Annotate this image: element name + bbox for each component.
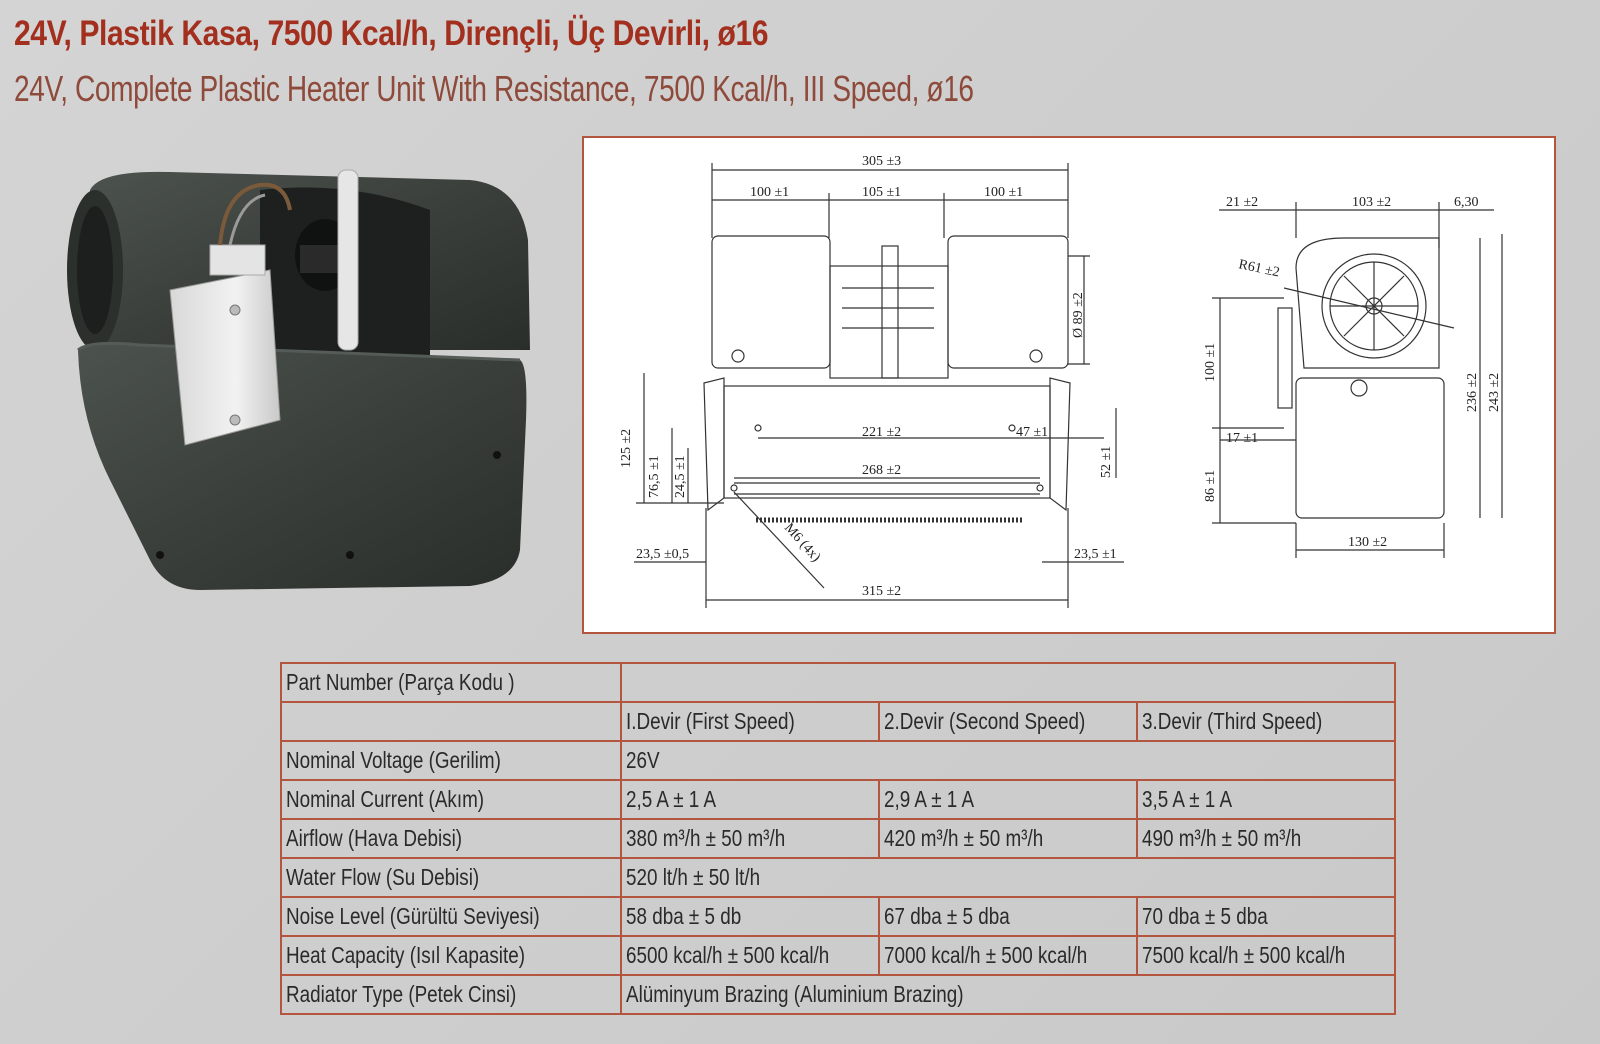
column-header-second-speed: 2.Devir (Second Speed) [879, 702, 1137, 741]
dim-hole-offset: 47 ±1 [1016, 425, 1049, 440]
table-cell: 520 lt/h ± 50 lt/h [621, 858, 1395, 897]
table-row [281, 663, 1395, 702]
dim-side-offset: 17 ±1 [1226, 431, 1259, 446]
dim-mount-left: 23,5 ±0,5 [636, 547, 690, 562]
table-cell: 58 dba ± 5 db [621, 897, 879, 936]
table-cell: 3,5 A ± 1 A [1137, 780, 1395, 819]
table-cell: 2,9 A ± 1 A [879, 780, 1137, 819]
table-cell: 420 m³/h ± 50 m³/h [879, 819, 1137, 858]
row-label: Nominal Current (Akım) [281, 780, 621, 819]
table-row [281, 936, 1395, 975]
dim-right-section: 100 ±1 [984, 185, 1024, 200]
product-photo [50, 150, 560, 610]
dim-side-height: 52 ±1 [1099, 445, 1114, 478]
row-label: Nominal Voltage (Gerilim) [281, 741, 621, 780]
technical-drawing [582, 136, 1556, 634]
dim-bolts: M6 (4x) [781, 520, 824, 566]
dim-side-height-lower: 86 ±1 [1203, 469, 1218, 502]
table-row [281, 975, 1395, 1014]
table-row [281, 702, 1395, 741]
part-number-value [621, 663, 1395, 702]
dim-side-base-width: 130 ±2 [1348, 535, 1388, 550]
dim-side-top-mid: 103 ±2 [1352, 195, 1392, 210]
dim-side-top-left: 21 ±2 [1226, 195, 1259, 210]
row-label: Airflow (Hava Debisi) [281, 819, 621, 858]
table-cell: 7000 kcal/h ± 500 kcal/h [879, 936, 1137, 975]
row-label [281, 702, 621, 741]
dim-side-height-243: 243 ±2 [1487, 372, 1502, 412]
dim-side-radius: R61 ±2 [1237, 257, 1281, 281]
page-title: 24V, Plastik Kasa, 7500 Kcal/h, Dirençli, Üç Devirli, ø16 [14, 14, 769, 53]
dim-mount-right: 23,5 ±1 [1074, 547, 1117, 562]
page-subtitle: 24V, Complete Plastic Heater Unit With Resistance, 7500 Kcal/h, III Speed, ø16 [14, 68, 974, 109]
spec-table [280, 662, 1396, 1015]
table-row [281, 780, 1395, 819]
table-cell: 26V [621, 741, 1395, 780]
row-label: Noise Level (Gürültü Seviyesi) [281, 897, 621, 936]
table-row [281, 897, 1395, 936]
column-header-first-speed: I.Devir (First Speed) [621, 702, 879, 741]
row-label: Radiator Type (Petek Cinsi) [281, 975, 621, 1014]
table-cell: 380 m³/h ± 50 m³/h [621, 819, 879, 858]
dim-height-low: 24,5 ±1 [673, 455, 688, 498]
dim-side-top-right: 6,30 [1454, 195, 1479, 210]
table-cell: Alüminyum Brazing (Aluminium Brazing) [621, 975, 1395, 1014]
dim-side-height-upper: 100 ±1 [1203, 342, 1218, 382]
row-label: Water Flow (Su Debisi) [281, 858, 621, 897]
dim-fan-diameter: Ø 89 ±2 [1071, 292, 1086, 338]
dim-left-section: 100 ±1 [750, 185, 790, 200]
table-cell: 490 m³/h ± 50 m³/h [1137, 819, 1395, 858]
dim-side-height-236: 236 ±2 [1465, 372, 1480, 412]
table-row [281, 741, 1395, 780]
table-row [281, 819, 1395, 858]
dim-height-mid: 76,5 ±1 [647, 455, 662, 498]
dim-base-total: 315 ±2 [862, 584, 902, 599]
table-row [281, 858, 1395, 897]
dim-base-width: 268 ±2 [862, 463, 902, 478]
dim-middle-section: 105 ±1 [862, 185, 902, 200]
table-cell: 6500 kcal/h ± 500 kcal/h [621, 936, 879, 975]
column-header-third-speed: 3.Devir (Third Speed) [1137, 702, 1395, 741]
table-cell: 67 dba ± 5 dba [879, 897, 1137, 936]
dim-total-height: 125 ±2 [619, 428, 634, 468]
dim-hole-spacing: 221 ±2 [862, 425, 902, 440]
row-label: Part Number (Parça Kodu ) [281, 663, 621, 702]
table-cell: 2,5 A ± 1 A [621, 780, 879, 819]
row-label: Heat Capacity (Isıl Kapasite) [281, 936, 621, 975]
table-cell: 7500 kcal/h ± 500 kcal/h [1137, 936, 1395, 975]
table-cell: 70 dba ± 5 dba [1137, 897, 1395, 936]
dim-overall-width: 305 ±3 [862, 154, 902, 169]
